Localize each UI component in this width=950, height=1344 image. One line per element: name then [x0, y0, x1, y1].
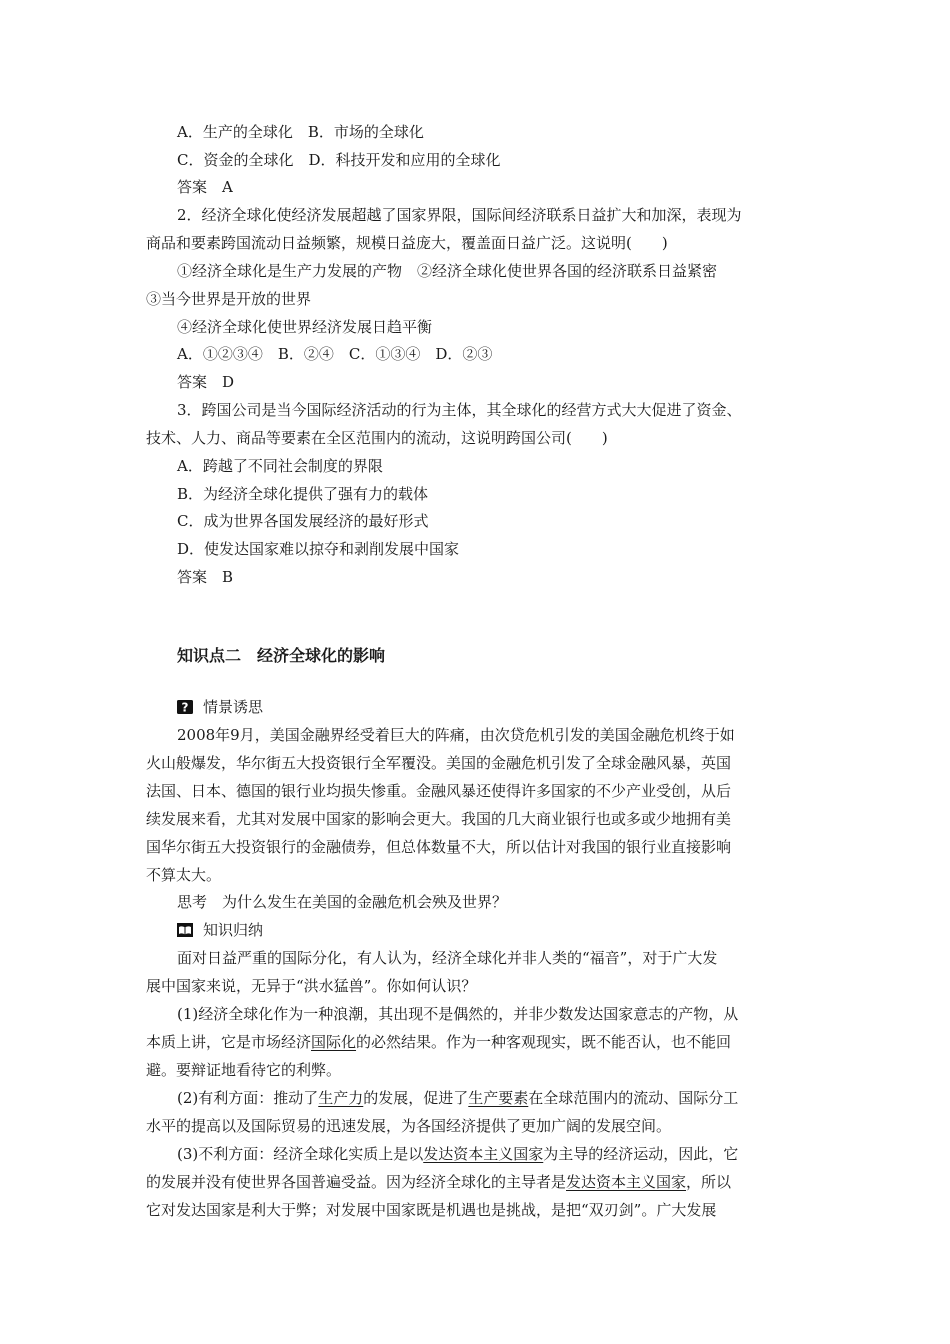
summary-p2b: 水平的提高以及国际贸易的迅速发展，为各国经济提供了更加广阔的发展空间。 — [146, 1117, 672, 1135]
underlined-term: 发达资本主义国家 — [566, 1173, 687, 1191]
q2-item-line1: ①经济全球化是生产力发展的产物 ②经济全球化使世界各国的经济联系日益紧密 — [177, 262, 718, 280]
underlined-term: 发达资本主义国家 — [423, 1145, 544, 1163]
q3-answer: 答案 B — [177, 568, 234, 586]
scenario-p5: 国华尔街五大投资银行的金融债券，但总体数量不大，所以估计对我国的银行业直接影响 — [146, 838, 732, 856]
q2-stem-line1: 2．经济全球化使经济发展超越了国家界限，国际间经济联系日益扩大和加深，表现为 — [177, 206, 742, 224]
q3-stem-line1: 3．跨国公司是当今国际经济活动的行为主体，其全球化的经营方式大大促进了资金、 — [177, 401, 742, 419]
summary-intro1: 面对日益严重的国际分化，有人认为，经济全球化并非人类的“福音”，对于广大发 — [177, 949, 718, 967]
summary-p3b: 的发展并没有使世界各国普遍受益。因为经济全球化的主导者是发达资本主义国家，所以 — [146, 1173, 732, 1191]
q3-option-d: D．使发达国家难以掠夺和剥削发展中国家 — [177, 540, 460, 558]
q3-stem-line2: 技术、人力、商品等要素在全区范围内的流动，这说明跨国公司( ) — [146, 429, 608, 447]
scenario-label: 情景诱思 — [203, 698, 264, 716]
scenario-heading — [177, 697, 263, 717]
underlined-term: 生产要素 — [468, 1089, 529, 1107]
summary-p2a: (2)有利方面：推动了生产力的发展，促进了生产要素在全球范围内的流动、国际分工 — [177, 1089, 739, 1107]
scenario-p4: 续发展来看，尤其对发展中国家的影响会更大。我国的几大商业银行也或多或少地拥有美 — [146, 810, 732, 828]
q2-item-line2: ③当今世界是开放的世界 — [146, 290, 312, 308]
q1-options-line2: C．资金的全球化 D．科技开发和应用的全球化 — [177, 151, 501, 169]
underlined-term: 生产力 — [318, 1089, 364, 1107]
scenario-p3: 法国、日本、德国的银行业均损失惨重。金融风暴还使得许多国家的不少产业受创，从后 — [146, 782, 732, 800]
summary-intro2: 展中国家来说，无异于“洪水猛兽”。你如何认识？ — [146, 977, 477, 995]
scenario-p2: 火山般爆发，华尔街五大投资银行全军覆没。美国的金融危机引发了全球金融风暴，英国 — [146, 754, 732, 772]
scenario-p6: 不算太大。 — [146, 866, 222, 884]
q2-item-line3: ④经济全球化使世界经济发展日趋平衡 — [177, 318, 433, 336]
q3-option-a: A．跨越了不同社会制度的界限 — [177, 457, 383, 475]
summary-label: 知识归纳 — [203, 921, 264, 939]
section-title: 知识点二 经济全球化的影响 — [177, 646, 386, 665]
q2-stem-line2: 商品和要素跨国流动日益频繁，规模日益庞大，覆盖面日益广泛。这说明( ) — [146, 234, 668, 252]
underlined-term: 国际化 — [311, 1033, 357, 1051]
q1-answer: 答案 A — [177, 178, 233, 196]
q2-options: A．①②③④ B．②④ C．①③④ D．②③ — [177, 345, 493, 363]
q3-option-c: C．成为世界各国发展经济的最好形式 — [177, 512, 429, 530]
open-book-icon — [177, 923, 193, 937]
scenario-p1: 2008年9月，美国金融界经受着巨大的阵痛，由次贷危机引发的美国金融危机终于如 — [177, 726, 735, 744]
summary-p3a: (3)不利方面：经济全球化实质上是以发达资本主义国家为主导的经济运动，因此，它 — [177, 1145, 739, 1163]
question-mark-icon — [177, 700, 193, 714]
summary-heading — [177, 920, 263, 940]
q1-options-line1: A．生产的全球化 B．市场的全球化 — [177, 123, 424, 141]
svg-text:?: ? — [181, 700, 189, 714]
scenario-think: 思考 为什么发生在美国的金融危机会殃及世界？ — [177, 893, 508, 911]
summary-p3c: 它对发达国家是利大于弊；对发展中国家既是机遇也是挑战，是把“双刃剑”。广大发展 — [146, 1201, 717, 1219]
summary-p1a: (1)经济全球化作为一种浪潮，其出现不是偶然的，并非少数发达国家意志的产物，从 — [177, 1005, 739, 1023]
summary-p1c: 避。要辩证地看待它的利弊。 — [146, 1061, 342, 1079]
q2-answer: 答案 D — [177, 373, 235, 391]
summary-p1b: 本质上讲，它是市场经济国际化的必然结果。作为一种客观现实，既不能否认，也不能回 — [146, 1033, 732, 1051]
q3-option-b: B．为经济全球化提供了强有力的载体 — [177, 485, 429, 503]
